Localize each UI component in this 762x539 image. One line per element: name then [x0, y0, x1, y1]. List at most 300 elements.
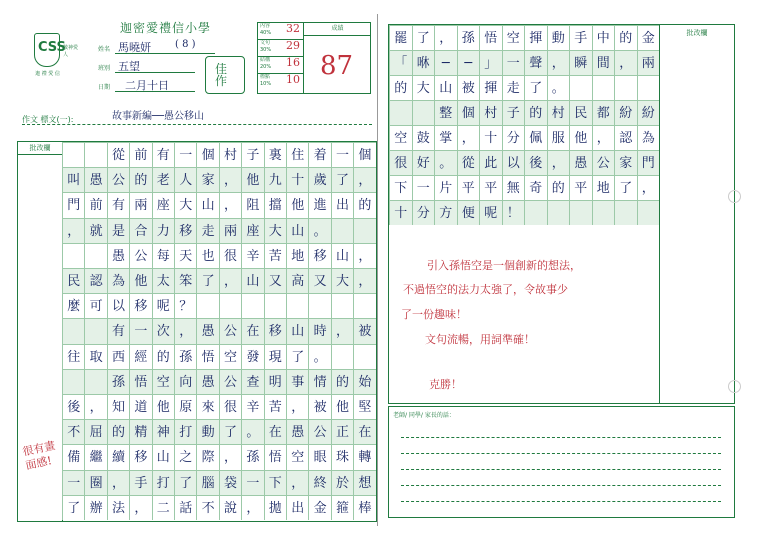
left-char-cell — [84, 243, 106, 268]
left-char-cell — [331, 344, 353, 369]
right-comment-header: 批改欄 — [686, 29, 708, 37]
right-char-cell: 「 — [389, 50, 412, 75]
right-char-cell: 。 — [547, 75, 570, 100]
left-char-cell: 悟 — [264, 444, 286, 469]
left-char-cell: 愚 — [196, 369, 218, 394]
left-char-cell: 原 — [174, 394, 196, 419]
left-char-cell: 天 — [174, 243, 196, 268]
left-char-cell: 下 — [264, 470, 286, 495]
right-char-cell — [592, 75, 615, 100]
left-char-cell: 力 — [152, 218, 174, 243]
right-line — [389, 125, 659, 150]
left-char-cell: 精 — [129, 419, 151, 444]
left-char-cell: 很 — [219, 243, 241, 268]
left-line — [62, 318, 376, 343]
left-char-cell: 二 — [152, 495, 174, 520]
right-char-cell: 他 — [569, 125, 592, 150]
left-char-cell: 兩 — [129, 192, 151, 217]
score-row-value: 29 — [286, 39, 300, 52]
left-char-cell: 空 — [286, 444, 308, 469]
left-char-cell: 苦 — [264, 243, 286, 268]
left-char-cell: 在 — [264, 419, 286, 444]
right-char-cell: 被 — [457, 75, 480, 100]
left-char-cell — [353, 218, 375, 243]
right-char-cell — [569, 75, 592, 100]
left-char-cell: ， — [331, 318, 353, 343]
right-char-cell: 揮 — [479, 75, 502, 100]
right-char-cell: 門 — [637, 150, 660, 175]
date-value: 二月十日 — [125, 79, 169, 92]
left-char-cell: 進 — [308, 192, 330, 217]
right-char-cell: ─ — [457, 50, 480, 75]
left-char-cell: ， — [219, 444, 241, 469]
score-row-label: 文句 30% — [260, 40, 272, 53]
right-char-cell — [637, 75, 660, 100]
school-logo — [34, 33, 66, 67]
right-char-cell: 悟 — [479, 25, 502, 50]
right-char-cell: 奇 — [524, 175, 547, 200]
left-char-cell: 被 — [308, 394, 330, 419]
right-line — [389, 25, 659, 50]
right-char-cell: 認 — [614, 125, 637, 150]
left-char-cell: 查 — [241, 369, 263, 394]
right-char-cell: 無 — [502, 175, 525, 200]
left-char-cell: 大 — [264, 218, 286, 243]
left-char-cell: 後 — [62, 394, 84, 419]
left-char-cell: 始 — [353, 369, 375, 394]
left-char-cell: 愚 — [107, 243, 129, 268]
title-underline — [22, 124, 372, 125]
left-char-cell: 的 — [331, 369, 353, 394]
left-char-cell: 拋 — [264, 495, 286, 520]
right-char-cell: 後 — [524, 150, 547, 175]
right-char-cell: 村 — [479, 100, 502, 125]
left-char-cell: ， — [241, 495, 263, 520]
left-char-cell: 認 — [84, 268, 106, 293]
left-char-cell: 繼 — [84, 444, 106, 469]
right-char-cell: 動 — [547, 25, 570, 50]
left-char-cell: 一 — [241, 470, 263, 495]
right-char-cell: 手 — [569, 25, 592, 50]
left-char-cell: 出 — [331, 192, 353, 217]
assignment-title: 故事新編──愚公移山 — [112, 111, 205, 122]
right-char-cell: 一 — [412, 175, 435, 200]
left-char-cell: 之 — [174, 444, 196, 469]
left-char-cell: 辛 — [241, 394, 263, 419]
left-char-cell — [84, 318, 106, 343]
teacher-comment-line: 文句流暢，用詞準確！ — [425, 333, 535, 346]
right-char-cell: 鼓 — [412, 125, 435, 150]
left-char-cell: 着 — [308, 142, 330, 167]
class-number: ( 8 ) — [175, 39, 196, 50]
left-char-cell — [353, 344, 375, 369]
left-char-cell: 終 — [308, 470, 330, 495]
left-line — [62, 268, 376, 293]
left-char-cell: 辛 — [241, 243, 263, 268]
commendation-badge — [205, 56, 245, 94]
right-line — [389, 150, 659, 175]
left-char-cell: ， — [353, 167, 375, 192]
left-char-cell: 子 — [241, 142, 263, 167]
left-line — [62, 495, 376, 520]
left-char-cell: 悟 — [196, 344, 218, 369]
left-char-cell: 經 — [129, 344, 151, 369]
left-char-cell: 在 — [241, 318, 263, 343]
left-char-cell: 想 — [353, 470, 375, 495]
right-line — [389, 100, 659, 125]
right-char-cell: 以 — [502, 150, 525, 175]
left-char-cell: ， — [107, 470, 129, 495]
left-char-cell: 民 — [62, 268, 84, 293]
score-row — [258, 74, 303, 91]
score-row-label: 標點 10% — [260, 74, 272, 87]
right-char-cell: 分 — [502, 125, 525, 150]
name-label: 姓名 — [98, 46, 111, 53]
left-char-cell: 一 — [331, 142, 353, 167]
left-char-cell: 被 — [353, 318, 375, 343]
right-char-cell: ─ — [434, 50, 457, 75]
right-char-cell: 空 — [389, 125, 412, 150]
left-char-cell: 高 — [286, 268, 308, 293]
notes-label: 老師/ 同學/ 家長的話： — [393, 412, 455, 419]
left-char-cell: 從 — [107, 142, 129, 167]
left-char-cell: 以 — [107, 293, 129, 318]
right-char-cell: 服 — [547, 125, 570, 150]
right-line — [389, 75, 659, 100]
notes-box — [388, 406, 735, 518]
left-char-cell: ， — [84, 394, 106, 419]
right-char-cell — [614, 75, 637, 100]
right-char-cell: ， — [457, 125, 480, 150]
left-char-cell: 空 — [152, 369, 174, 394]
left-char-cell: 在 — [353, 419, 375, 444]
score-row-value: 32 — [286, 22, 300, 35]
score-table — [257, 22, 371, 94]
left-char-cell: 備 — [62, 444, 84, 469]
class-value: 五望 — [118, 60, 140, 73]
left-char-cell: 山 — [152, 444, 174, 469]
left-char-cell: 際 — [196, 444, 218, 469]
left-char-cell: 他 — [241, 167, 263, 192]
left-char-cell: 又 — [308, 268, 330, 293]
right-char-cell: 金 — [637, 25, 660, 50]
left-char-cell: 住 — [286, 142, 308, 167]
notes-line — [401, 437, 721, 438]
right-char-cell: 家 — [614, 150, 637, 175]
left-char-cell: 往 — [62, 344, 84, 369]
left-char-cell: 箍 — [331, 495, 353, 520]
left-char-cell — [196, 293, 218, 318]
score-row-label: 內容 40% — [260, 23, 272, 36]
left-char-cell: 話 — [174, 495, 196, 520]
left-char-cell: ， — [219, 167, 241, 192]
right-char-cell: 呢 — [479, 200, 502, 225]
left-char-cell: 九 — [264, 167, 286, 192]
left-char-cell — [264, 293, 286, 318]
right-char-cell: 紛 — [637, 100, 660, 125]
left-char-cell: 發 — [241, 344, 263, 369]
left-char-cell: 很 — [219, 394, 241, 419]
right-char-cell: 的 — [547, 175, 570, 200]
left-char-cell: 山 — [331, 243, 353, 268]
left-char-cell: 也 — [196, 243, 218, 268]
left-char-cell: 不 — [196, 495, 218, 520]
left-char-cell: 移 — [129, 444, 151, 469]
right-line — [389, 175, 659, 200]
right-char-cell: 村 — [547, 100, 570, 125]
right-char-cell: 十 — [479, 125, 502, 150]
right-char-cell: 了 — [524, 75, 547, 100]
right-char-cell: 十 — [389, 200, 412, 225]
left-char-cell: 叫 — [62, 167, 84, 192]
score-row-value: 10 — [286, 73, 300, 86]
left-char-cell: 現 — [264, 344, 286, 369]
left-char-cell: 了 — [196, 268, 218, 293]
teacher-comment-line: 克勝！ — [429, 378, 462, 391]
left-char-cell: 又 — [264, 268, 286, 293]
left-char-cell: 移 — [129, 293, 151, 318]
total-score-column — [303, 23, 371, 93]
left-char-cell: 他 — [286, 192, 308, 217]
right-char-cell: 下 — [389, 175, 412, 200]
logo-letters: CSS — [38, 40, 66, 55]
left-char-cell: ， — [129, 495, 151, 520]
right-char-cell: 為 — [637, 125, 660, 150]
left-char-cell: 出 — [286, 495, 308, 520]
left-line — [62, 142, 376, 167]
right-char-cell: 從 — [457, 150, 480, 175]
right-char-cell: 。 — [434, 150, 457, 175]
right-char-cell — [547, 200, 570, 225]
right-char-cell: 愚 — [569, 150, 592, 175]
left-char-cell: 向 — [174, 369, 196, 394]
left-char-cell: 個 — [353, 142, 375, 167]
right-char-cell: 空 — [502, 25, 525, 50]
left-char-cell: ， — [286, 394, 308, 419]
left-line — [62, 192, 376, 217]
right-char-cell: ， — [434, 25, 457, 50]
left-char-cell: 了 — [331, 167, 353, 192]
left-char-cell: 就 — [84, 218, 106, 243]
left-char-cell: ， — [353, 268, 375, 293]
left-char-cell: 愚 — [84, 167, 106, 192]
right-char-cell: 片 — [434, 175, 457, 200]
right-char-cell: 的 — [389, 75, 412, 100]
left-char-cell: 說 — [219, 495, 241, 520]
left-line — [62, 167, 376, 192]
left-char-cell — [331, 293, 353, 318]
right-char-cell — [524, 200, 547, 225]
right-char-cell: 公 — [592, 150, 615, 175]
notes-line — [401, 501, 721, 502]
left-char-cell — [241, 293, 263, 318]
left-char-cell: 苦 — [264, 394, 286, 419]
right-char-cell: 平 — [457, 175, 480, 200]
left-char-cell: 老 — [152, 167, 174, 192]
left-char-cell: 於 — [331, 470, 353, 495]
left-char-cell: 神 — [152, 419, 174, 444]
left-char-cell: 合 — [129, 218, 151, 243]
left-lines-container — [62, 142, 376, 521]
left-char-cell: 情 — [308, 369, 330, 394]
left-char-cell: ？ — [174, 293, 196, 318]
punch-hole — [728, 190, 741, 203]
left-char-cell: 大 — [174, 192, 196, 217]
left-char-cell: 擋 — [264, 192, 286, 217]
left-char-cell: 時 — [308, 318, 330, 343]
right-char-cell: 佩 — [524, 125, 547, 150]
right-char-cell: 民 — [569, 100, 592, 125]
right-char-cell: 很 — [389, 150, 412, 175]
right-char-cell: 罷 — [389, 25, 412, 50]
left-char-cell: ， — [219, 268, 241, 293]
right-char-cell: 大 — [412, 75, 435, 100]
left-char-cell: 一 — [174, 142, 196, 167]
left-char-cell: 地 — [286, 243, 308, 268]
right-char-cell: 」 — [479, 50, 502, 75]
left-char-cell: 公 — [129, 243, 151, 268]
right-char-cell: 便 — [457, 200, 480, 225]
teacher-comment-line: 了一份趣味！ — [401, 308, 467, 321]
left-char-cell: 愚 — [196, 318, 218, 343]
left-char-cell: 次 — [152, 318, 174, 343]
left-char-cell — [84, 142, 106, 167]
left-char-cell: 了 — [286, 344, 308, 369]
left-char-cell: 麼 — [62, 293, 84, 318]
left-char-cell: 有 — [107, 192, 129, 217]
right-char-cell — [412, 100, 435, 125]
left-char-cell — [331, 218, 353, 243]
right-char-cell: 都 — [592, 100, 615, 125]
notes-line — [401, 469, 721, 470]
left-char-cell: 。 — [308, 218, 330, 243]
left-char-cell: 愚 — [286, 419, 308, 444]
right-char-cell: 整 — [434, 100, 457, 125]
left-char-cell: 公 — [107, 167, 129, 192]
left-char-cell: 村 — [219, 142, 241, 167]
left-char-cell: 山 — [196, 192, 218, 217]
left-char-cell: 知 — [107, 394, 129, 419]
left-char-cell: 十 — [286, 167, 308, 192]
left-line — [62, 243, 376, 268]
left-char-cell: 。 — [241, 419, 263, 444]
right-char-cell: 的 — [524, 100, 547, 125]
left-line — [62, 218, 376, 243]
left-char-cell: 人 — [174, 167, 196, 192]
left-line — [62, 394, 376, 419]
teacher-comment-line: 不過悟空的法力太強了，令故事少 — [403, 283, 568, 296]
right-comment-divider — [659, 25, 660, 403]
right-char-cell: 平 — [479, 175, 502, 200]
left-char-cell: 移 — [308, 243, 330, 268]
right-char-cell: 地 — [592, 175, 615, 200]
left-char-cell: 眼 — [308, 444, 330, 469]
left-char-cell: 裏 — [264, 142, 286, 167]
left-char-cell: 孫 — [241, 444, 263, 469]
left-char-cell: 西 — [107, 344, 129, 369]
right-char-cell: 子 — [502, 100, 525, 125]
left-char-cell: 轉 — [353, 444, 375, 469]
left-char-cell: 有 — [107, 318, 129, 343]
left-char-cell: 笨 — [174, 268, 196, 293]
right-writing-grid — [388, 24, 735, 404]
total-score-header: 成績 — [304, 23, 371, 36]
right-char-cell: 的 — [614, 25, 637, 50]
left-char-cell: 了 — [174, 470, 196, 495]
right-char-cell: ， — [592, 125, 615, 150]
left-char-cell: 了 — [62, 495, 84, 520]
left-char-cell — [219, 293, 241, 318]
left-char-cell — [62, 243, 84, 268]
left-char-cell: 山 — [241, 268, 263, 293]
left-char-cell: 法 — [107, 495, 129, 520]
left-char-cell: 空 — [219, 344, 241, 369]
left-char-cell: 前 — [129, 142, 151, 167]
left-char-cell: 。 — [308, 344, 330, 369]
badge-text: 佳作 — [215, 62, 228, 88]
assignment-label: 作文 標文(一): — [22, 115, 74, 124]
right-char-cell: 走 — [502, 75, 525, 100]
right-char-cell — [592, 200, 615, 225]
punch-hole — [728, 380, 741, 393]
left-char-cell: 孫 — [174, 344, 196, 369]
left-char-cell: ， — [62, 218, 84, 243]
left-char-cell: ， — [286, 470, 308, 495]
right-char-cell: 了 — [614, 175, 637, 200]
left-char-cell: 孫 — [107, 369, 129, 394]
motto-left: 迦 禮 愛 信 — [35, 71, 60, 77]
left-char-cell — [62, 369, 84, 394]
left-char-cell: ， — [219, 192, 241, 217]
left-char-cell: ， — [174, 318, 196, 343]
right-char-cell — [569, 200, 592, 225]
left-char-cell — [62, 142, 84, 167]
right-char-cell: 此 — [479, 150, 502, 175]
left-comment-header: 批改欄 — [18, 142, 63, 155]
left-char-cell — [286, 293, 308, 318]
right-char-cell: 孫 — [457, 25, 480, 50]
total-score: 87 — [320, 51, 354, 81]
notes-line — [401, 453, 721, 454]
left-char-cell: 公 — [219, 369, 241, 394]
class-label: 班別 — [98, 65, 111, 72]
left-char-cell: 公 — [308, 419, 330, 444]
left-char-cell: 的 — [353, 192, 375, 217]
right-char-cell: 一 — [502, 50, 525, 75]
left-char-cell: 可 — [84, 293, 106, 318]
left-char-cell: 個 — [196, 142, 218, 167]
left-char-cell: 打 — [152, 470, 174, 495]
left-char-cell: 太 — [152, 268, 174, 293]
left-char-cell: 棒 — [353, 495, 375, 520]
left-char-cell: 兩 — [219, 218, 241, 243]
left-char-cell: 的 — [152, 344, 174, 369]
left-char-cell: 取 — [84, 344, 106, 369]
score-row — [258, 40, 303, 57]
left-char-cell: 山 — [286, 318, 308, 343]
left-char-cell: 移 — [174, 218, 196, 243]
right-char-cell: 了 — [412, 25, 435, 50]
left-char-cell: 來 — [196, 394, 218, 419]
school-name: 迦密愛禮信小學 — [120, 21, 212, 35]
right-char-cell: ， — [547, 50, 570, 75]
left-char-cell: 手 — [129, 470, 151, 495]
left-line — [62, 444, 376, 469]
right-char-cell: ！ — [502, 200, 525, 225]
left-char-cell: 金 — [308, 495, 330, 520]
left-char-cell — [84, 369, 106, 394]
right-line — [389, 50, 659, 75]
